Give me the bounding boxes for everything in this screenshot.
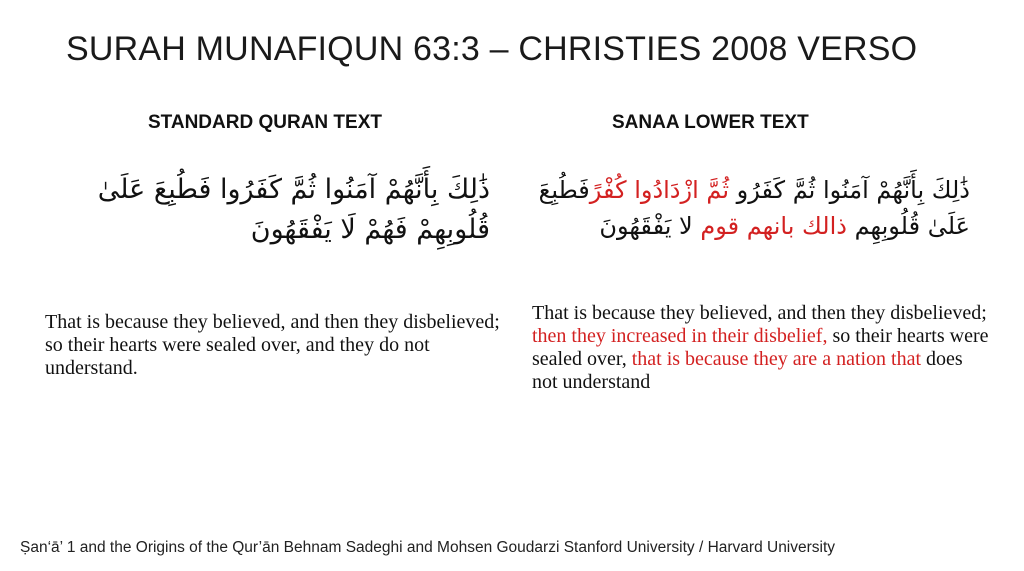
sanaa-arabic-text: عَلَىٰ قُلُوبِهِم: [846, 212, 970, 240]
sanaa-english-text: does not understand: [532, 348, 963, 393]
sanaa-arabic-verse: [520, 172, 970, 244]
standard-english-translation: That is because they believed, and then they disbelieved; so their hearts were sealed over, and they do not understand.: [45, 311, 500, 379]
sanaa-english-variant: then they increased in their disbelief,: [532, 325, 828, 347]
sanaa-arabic-line-1: [520, 172, 970, 208]
slide-title: SURAH MUNAFIQUN 63:3 – CHRISTIES 2008 VERSO: [66, 30, 918, 68]
sanaa-arabic-variant: ثُمَّ ازْدَادُوا كُفْرً: [589, 176, 730, 204]
standard-arabic-verse: [70, 170, 490, 250]
sanaa-arabic-text: فَطُبِعَ: [538, 176, 590, 204]
standard-arabic-line-1: ذَٰلِكَ بِأَنَّهُمْ آمَنُوا ثُمَّ كَفَرُوا فَطُبِعَ عَلَىٰ: [97, 174, 490, 205]
standard-text-heading: STANDARD QURAN TEXT: [148, 112, 382, 133]
sanaa-arabic-text: لا يَفْقَهُونَ: [599, 212, 701, 240]
sanaa-arabic-variant: ذالك بانهم قوم: [700, 212, 847, 240]
source-citation: Ṣan‘ā’ 1 and the Origins of the Qur’ān Behnam Sadeghi and Mohsen Goudarzi Stanford University / Harvard University: [20, 539, 836, 556]
sanaa-arabic-text: ذَٰلِكَ بِأَنَّهُمْ آمَنُوا ثُمَّ كَفَرُو: [729, 176, 970, 204]
sanaa-english-variant: that is because they are a nation that: [631, 348, 922, 370]
sanaa-text-heading: SANAA LOWER TEXT: [612, 112, 809, 133]
sanaa-english-text: That is because they believed, and then they disbelieved;: [532, 302, 987, 324]
sanaa-english-text: so their hearts were sealed over,: [532, 325, 989, 370]
standard-arabic-line-2: قُلُوبِهِمْ فَهُمْ لَا يَفْقَهُونَ: [250, 214, 490, 245]
sanaa-arabic-line-2: [520, 208, 970, 244]
sanaa-english-translation: [532, 302, 992, 394]
